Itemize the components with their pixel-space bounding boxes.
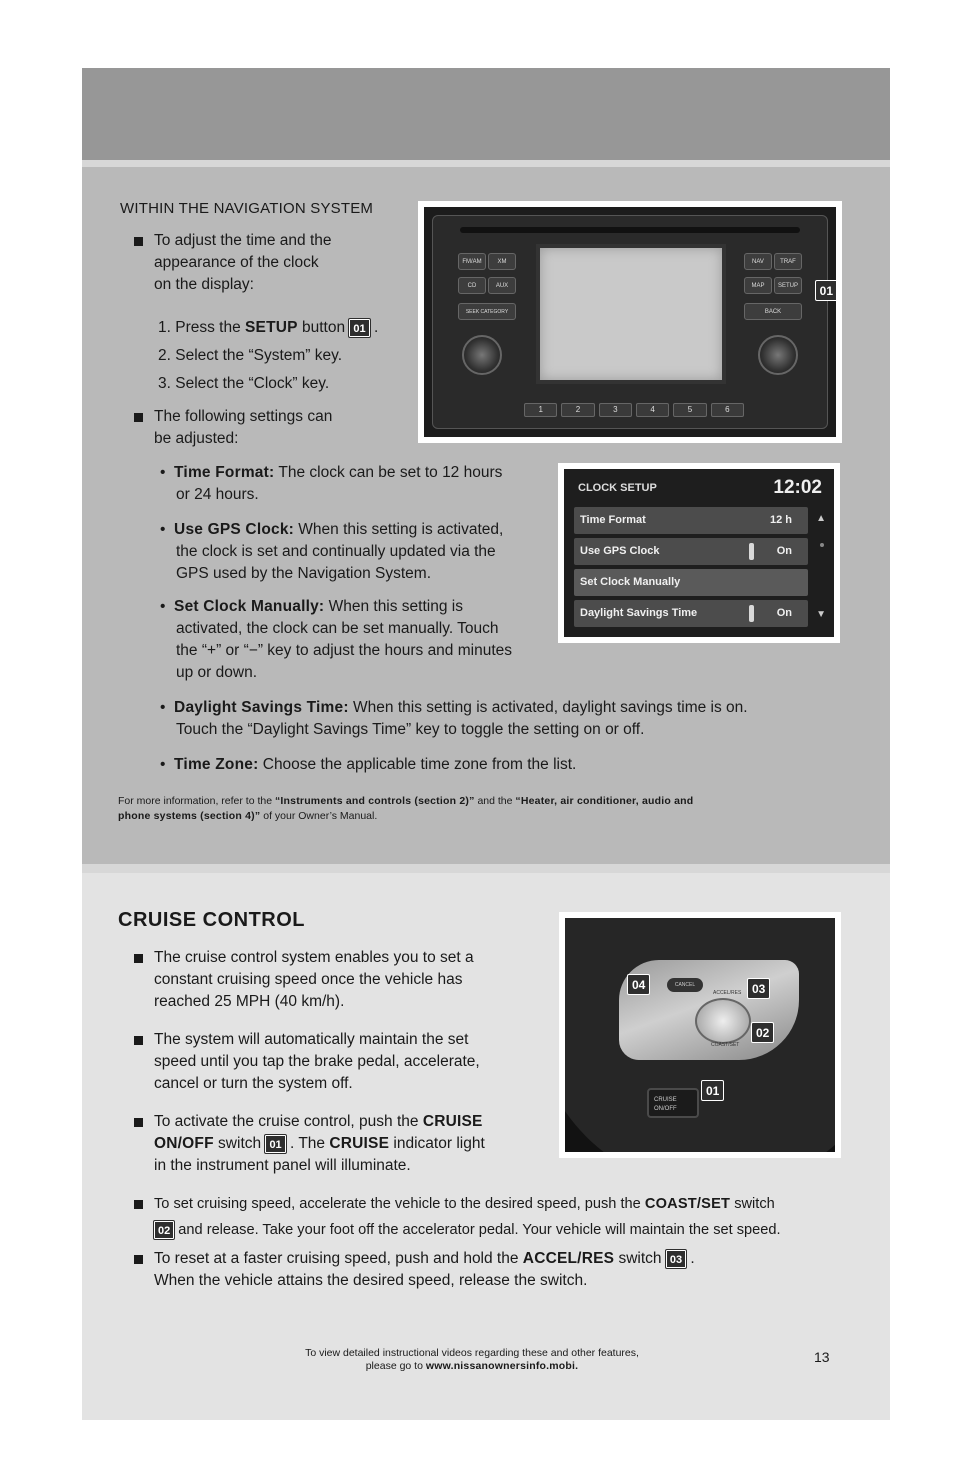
text: and release. Take your foot off the accelerator pedal. Your vehicle will maintain the set speed. <box>174 1222 781 1238</box>
section-heading: WITHIN THE NAVIGATION SYSTEM <box>120 200 374 217</box>
text-line: activated, the clock can be set manually. Touch <box>176 620 499 637</box>
preset-button[interactable]: 3 <box>599 403 632 417</box>
cancel-switch[interactable]: CANCEL <box>667 978 703 992</box>
daylight-savings-row[interactable] <box>574 600 808 627</box>
preset-button[interactable]: 2 <box>561 403 594 417</box>
text: switch <box>213 1135 262 1152</box>
text: For more information, refer to the <box>118 795 275 807</box>
head-unit-photo <box>418 201 842 443</box>
text: CRUISE <box>329 1135 390 1152</box>
cd-button[interactable]: CD <box>458 277 486 294</box>
text-line: Touch the “Daylight Savings Time” key to toggle the setting on or off. <box>176 721 645 738</box>
tune-knob[interactable] <box>758 335 798 375</box>
bullet-text <box>154 1248 874 1292</box>
text: please go to <box>365 1360 426 1372</box>
text: The clock can be set to 12 hours <box>274 464 503 481</box>
setting-time-zone: • Time Zone: Choose the applicable time zone from the list. <box>160 756 577 773</box>
set-clock-manually-row[interactable] <box>574 569 808 596</box>
bullet-icon <box>134 1036 143 1045</box>
seek-category-button[interactable]: SEEK CATEGORY <box>458 303 516 320</box>
nav-button[interactable]: NAV <box>744 253 772 270</box>
steering-wheel-photo <box>559 912 841 1158</box>
text: and the <box>474 795 516 807</box>
preset-button[interactable]: 6 <box>711 403 744 417</box>
text: of your Owner’s Manual. <box>260 810 378 822</box>
traf-button[interactable]: TRAF <box>774 253 802 270</box>
callout-badge: 02 <box>751 1022 774 1043</box>
row-value: On <box>776 545 792 557</box>
text: ACCEL/RES <box>522 1250 615 1267</box>
text: switch <box>614 1250 662 1267</box>
page-number: 13 <box>814 1349 830 1365</box>
preset-buttons <box>524 403 744 417</box>
text: COAST/SET <box>644 1196 731 1212</box>
row-label: Daylight Savings Time <box>580 607 698 619</box>
text: Choose the applicable time zone from the list. <box>258 756 577 773</box>
row-label: Use GPS Clock <box>580 545 660 557</box>
text-line: The system will automatically maintain the set <box>154 1031 469 1048</box>
text: switch <box>730 1196 775 1212</box>
label: Daylight Savings Time: <box>174 699 349 716</box>
setting-gps-clock: • Use GPS Clock: When this setting is activated, the clock is set and continually updated via the GPS used by the Navigation System. <box>160 519 580 585</box>
text-line: To adjust the time and the <box>154 232 332 249</box>
footer-note <box>222 1347 722 1373</box>
bullet-icon <box>134 237 143 246</box>
bullet-icon <box>134 1255 143 1264</box>
toggle-indicator <box>749 605 754 622</box>
accel-res-label: ACCEL/RES <box>713 990 742 996</box>
bullet-text <box>154 1193 874 1241</box>
preset-button[interactable]: 4 <box>636 403 669 417</box>
setup-label: SETUP <box>245 319 298 336</box>
callout-badge: 01 <box>815 280 838 301</box>
text: “Heater, air conditioner, audio and <box>515 795 694 807</box>
step-2: 2. Select the “System” key. <box>158 347 343 364</box>
text: . The <box>290 1135 330 1152</box>
xm-button[interactable]: XM <box>488 253 516 270</box>
callout-badge: 03 <box>747 978 770 999</box>
text: indicator light <box>389 1135 485 1152</box>
fm-am-button[interactable]: FM/AM <box>458 253 486 270</box>
text-line: speed until you tap the brake pedal, accelerate, <box>154 1053 480 1070</box>
time-format-row[interactable] <box>574 507 808 534</box>
setting-set-clock-manually: • Set Clock Manually: When this setting is activated, the clock can be set manually. Touch the “+” or “−” key to adjust the hours and minutes up or down. <box>160 596 630 684</box>
volume-knob[interactable] <box>462 335 502 375</box>
text-line: GPS used by the Navigation System. <box>176 565 432 582</box>
text-line: or 24 hours. <box>176 486 259 503</box>
text-line: on the display: <box>154 276 254 293</box>
section-heading: CRUISE CONTROL <box>118 909 305 931</box>
text: phone systems (section 4)” <box>118 810 261 822</box>
step-1 <box>158 317 378 339</box>
setting-time-format: • Time Format: The clock can be set to 12 hours or 24 hours. <box>160 462 570 506</box>
back-button[interactable]: BACK <box>744 303 802 320</box>
clock-time: 12:02 <box>773 477 822 498</box>
display-screen <box>536 244 726 384</box>
text: 1. Press the <box>158 319 246 336</box>
header-band <box>82 68 890 160</box>
more-info-note <box>118 794 848 824</box>
label: Time Zone: <box>174 756 259 773</box>
bullet-text <box>154 230 454 296</box>
text-line: constant cruising speed once the vehicle has <box>154 971 463 988</box>
bullet-text <box>154 406 332 450</box>
preset-button[interactable]: 1 <box>524 403 557 417</box>
scroll-up-icon[interactable]: ▲ <box>816 513 826 524</box>
text: When this setting is <box>324 598 463 615</box>
text-line: in the instrument panel will illuminate. <box>154 1157 411 1174</box>
text: To reset at a faster cruising speed, push and hold the <box>154 1250 523 1267</box>
bullet-icon <box>134 1200 143 1209</box>
text: ON/OFF <box>154 1135 214 1152</box>
text: button <box>297 319 346 336</box>
text: To activate the cruise control, push the <box>154 1113 423 1130</box>
text-line: The cruise control system enables you to set a <box>154 949 474 966</box>
callout-badge: 01 <box>265 1135 285 1153</box>
text-line: appearance of the clock <box>154 254 319 271</box>
clock-setup-screen <box>558 463 840 643</box>
text-line: be adjusted: <box>154 430 239 447</box>
text: . <box>373 319 379 336</box>
aux-button[interactable]: AUX <box>488 277 516 294</box>
bullet-text <box>154 1029 480 1095</box>
bullet-icon <box>134 1118 143 1127</box>
row-label: Set Clock Manually <box>580 576 681 588</box>
text: . <box>690 1250 695 1267</box>
text-line: the “+” or “−” key to adjust the hours and minutes <box>176 642 513 659</box>
text-line: When the vehicle attains the desired speed, release the switch. <box>154 1272 588 1289</box>
row-label: Time Format <box>580 514 646 526</box>
cruise-on-off-switch[interactable]: CRUISE ON/OFF <box>647 1088 699 1118</box>
text: When this setting is activated, <box>294 521 504 538</box>
map-button[interactable]: MAP <box>744 277 772 294</box>
step-3: 3. Select the “Clock” key. <box>158 375 330 392</box>
text-line: To view detailed instructional videos regarding these and other features, <box>305 1347 639 1359</box>
text: “Instruments and controls (section 2)” <box>274 795 475 807</box>
callout-badge: 04 <box>627 974 650 995</box>
scroll-position-icon <box>820 543 824 547</box>
toggle-indicator <box>749 543 754 560</box>
label: Time Format: <box>174 464 275 481</box>
row-value: On <box>776 607 792 619</box>
setup-button[interactable]: SETUP <box>774 277 802 294</box>
website-link[interactable]: www.nissanownersinfo.mobi. <box>425 1360 579 1372</box>
text-line: The following settings can <box>154 408 333 425</box>
preset-button[interactable]: 5 <box>673 403 706 417</box>
text-line: cancel or turn the system off. <box>154 1075 353 1092</box>
bullet-icon <box>134 954 143 963</box>
text-line: reached 25 MPH (40 km/h). <box>154 993 345 1010</box>
text-line: up or down. <box>176 664 257 681</box>
page-panel <box>82 68 890 1420</box>
cruise-control-section <box>82 873 890 1420</box>
bullet-icon <box>134 413 143 422</box>
row-value: 12 h <box>769 514 792 526</box>
callout-badge: 03 <box>666 1250 686 1268</box>
coast-set-label: COAST/SET <box>711 1042 740 1048</box>
text: To set cruising speed, accelerate the vehicle to the desired speed, push the <box>154 1196 645 1212</box>
navigation-section <box>82 167 890 864</box>
label: Use GPS Clock: <box>174 521 294 538</box>
accel-coast-switch[interactable] <box>695 998 751 1044</box>
callout-badge: 01 <box>701 1080 724 1101</box>
text-line: the clock is set and continually updated via the <box>176 543 496 560</box>
scroll-down-icon[interactable]: ▼ <box>816 609 826 620</box>
text: When this setting is activated, daylight savings time is on. <box>348 699 748 716</box>
screen-title: CLOCK SETUP <box>578 482 657 494</box>
bullet-text <box>154 947 474 1013</box>
cd-slot <box>460 227 800 233</box>
callout-badge: 02 <box>154 1221 174 1239</box>
bullet-text <box>154 1111 574 1177</box>
callout-badge: 01 <box>349 319 369 337</box>
text: CRUISE <box>422 1113 483 1130</box>
label: Set Clock Manually: <box>174 598 325 615</box>
use-gps-clock-row[interactable] <box>574 538 808 565</box>
setting-daylight-savings: • Daylight Savings Time: When this setting is activated, daylight savings time is on. Touch the “Daylight Savings Time” key to toggle the setting on or off. <box>160 697 880 741</box>
